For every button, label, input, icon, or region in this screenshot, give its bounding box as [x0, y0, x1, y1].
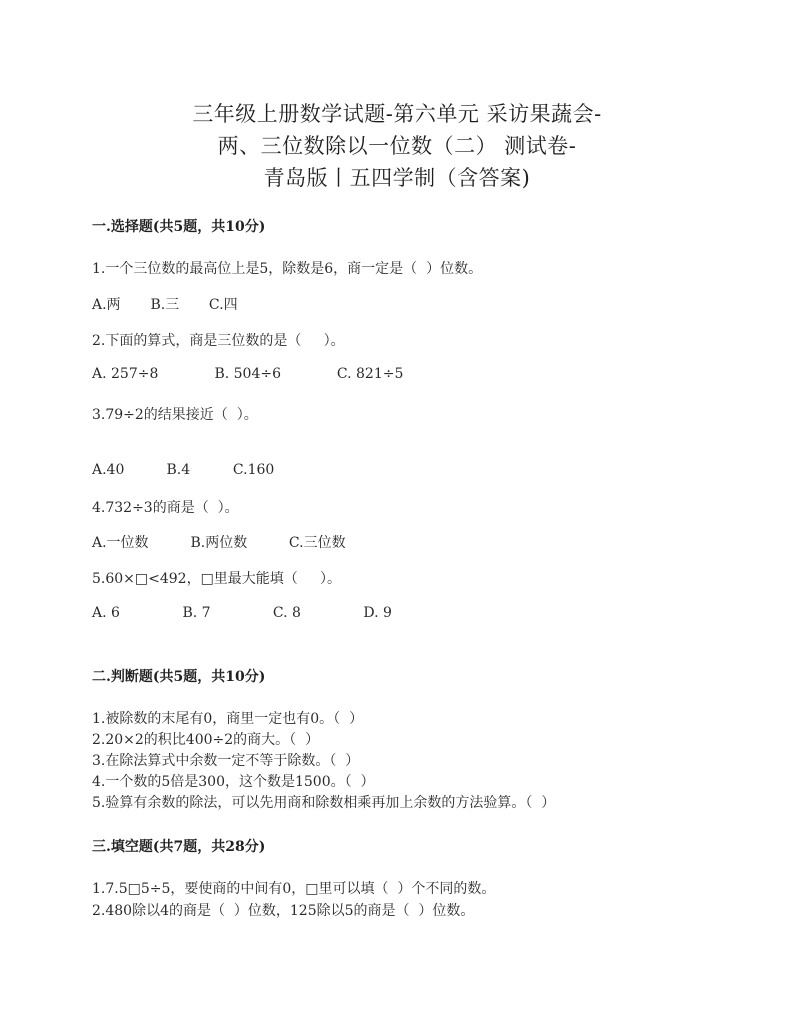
question-1-3-options [92, 462, 274, 478]
section-heading-fill-in: 三.填空题(共7题，共28分) [92, 839, 266, 855]
judgement-item-4: 4.一个数的5倍是300，这个数是1500。（ ） [92, 774, 375, 790]
section-heading-judgement: 二.判断题(共5题，共10分) [92, 669, 266, 685]
option-b: B.两位数 [190, 535, 248, 551]
question-1-2-options [92, 366, 403, 382]
question-1-5-options [92, 605, 392, 621]
option-a: A.40 [92, 462, 125, 478]
option-c: C.四 [208, 297, 238, 313]
option-b: B.4 [166, 462, 191, 478]
judgement-item-3: 3.在除法算式中余数一定不等于除数。（ ） [92, 753, 360, 769]
judgement-item-1: 1.被除数的末尾有0，商里一定也有0。（ ） [92, 711, 364, 727]
option-d: D. 9 [363, 605, 392, 621]
page-title-line-1: 三年级上册数学试题-第六单元 采访果蔬会- [192, 102, 602, 126]
question-1-4-options [92, 532, 346, 552]
judgement-item-2: 2.20×2的积比400÷2的商大。（ ） [92, 732, 320, 748]
page-title-line-2: 两、三位数除以一位数（二） 测试卷- [217, 134, 577, 158]
option-c: C.三位数 [288, 535, 346, 551]
question-1-3: 3.79÷2的结果接近（ ）。 [92, 407, 258, 423]
question-1-2: 2.下面的算式，商是三位数的是（ ）。 [92, 333, 345, 349]
fill-in-item-1: 1.7.5□5÷5，要使商的中间有0，□里可以填（ ）个不同的数。 [92, 881, 496, 897]
section-heading-choice: 一.选择题(共5题，共10分) [92, 219, 266, 235]
question-1-1-options [92, 294, 238, 314]
judgement-item-5: 5.验算有余数的除法，可以先用商和除数相乘再加上余数的方法验算。（ ） [92, 795, 556, 811]
question-1-5: 5.60×□<492，□里最大能填（ ）。 [92, 571, 342, 587]
page-title-line-3: 青岛版丨五四学制（含答案) [263, 166, 531, 190]
option-c: C. 8 [272, 605, 301, 621]
option-a: A. 6 [92, 605, 120, 621]
option-b: B. 7 [182, 605, 211, 621]
fill-in-item-2: 2.480除以4的商是（ ）位数，125除以5的商是（ ）位数。 [92, 903, 475, 919]
option-c: C. 821÷5 [336, 366, 404, 382]
option-a: A.一位数 [92, 535, 149, 551]
question-1-1: 1.一个三位数的最高位上是5，除数是6，商一定是（ ）位数。 [92, 261, 483, 277]
option-a: A. 257÷8 [92, 366, 159, 382]
option-c: C.160 [232, 462, 275, 478]
option-b: B.三 [150, 297, 180, 313]
question-1-4: 4.732÷3的商是（ ）。 [92, 500, 239, 516]
option-a: A.两 [92, 297, 121, 313]
option-b: B. 504÷6 [214, 366, 282, 382]
